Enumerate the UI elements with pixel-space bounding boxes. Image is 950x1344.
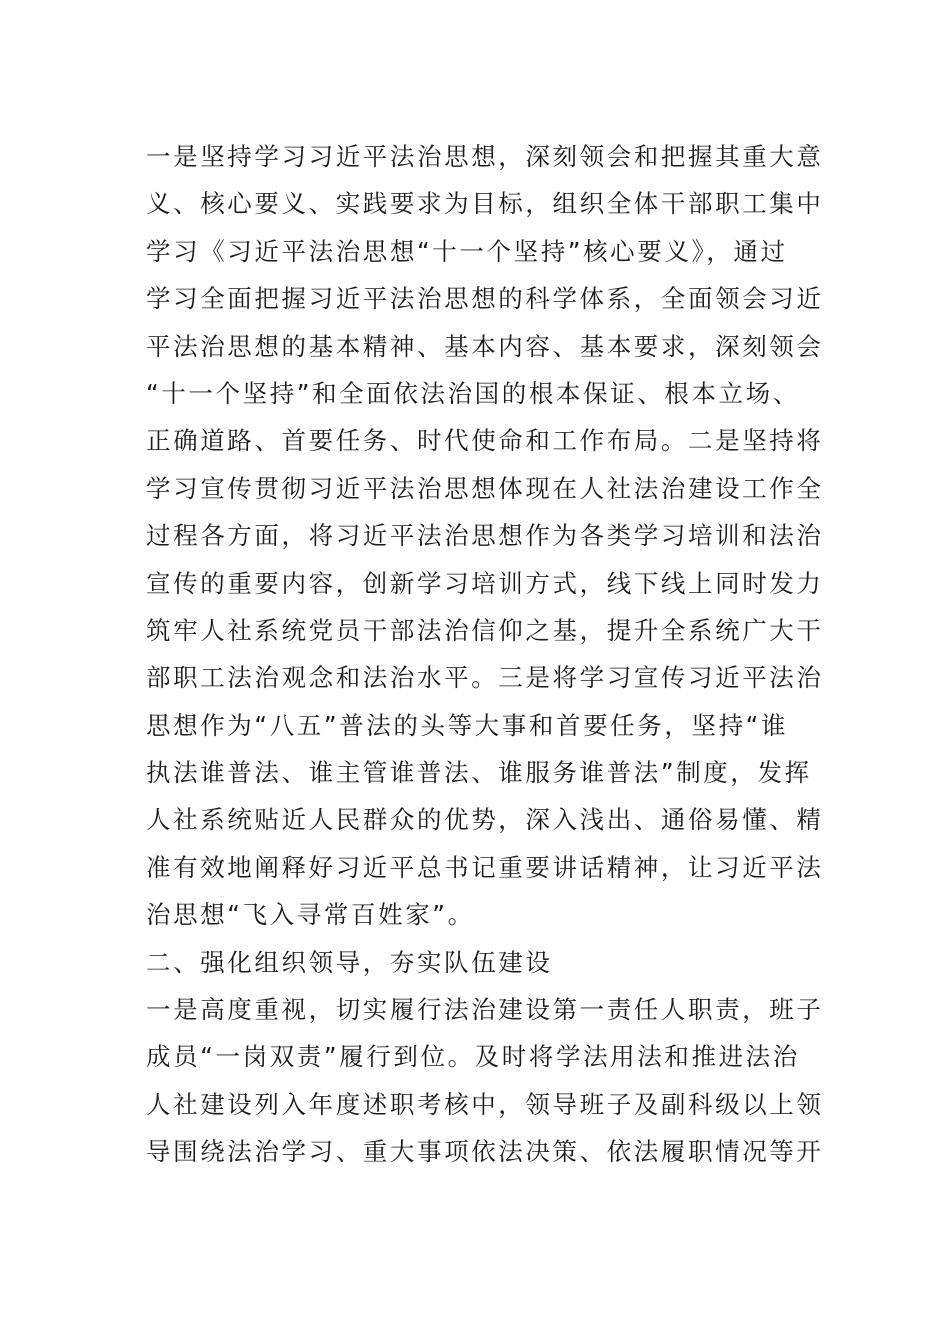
paragraph-line: 正确道路、首要任务、时代使命和工作布局。二是坚持将 [146,426,824,456]
paragraph-line: 准有效地阐释好习近平总书记重要讲话精神，让习近平法 [146,852,824,882]
paragraph-line: 一是高度重视，切实履行法治建设第一责任人职责，班子 [146,995,824,1025]
paragraph-line: 执法谁普法、谁主管谁普法、谁服务谁普法”制度，发挥 [146,758,812,788]
paragraph-line: 人社系统贴近人民群众的优势，深入浅出、通俗易懂、精 [146,805,824,835]
paragraph-line: 宣传的重要内容，创新学习培训方式，线下线上同时发力 [146,568,824,598]
paragraph-line: 思想作为“八五”普法的头等大事和首要任务，坚持“谁 [146,710,789,740]
paragraph-line: 治思想“飞入寻常百姓家”。 [146,900,475,930]
paragraph-line: 人社建设列入年度述职考核中，领导班子及副科级以上领 [146,1089,824,1119]
paragraph-line: 学习《习近平法治思想“十一个坚持”核心要义》，通过 [146,236,788,266]
paragraph-line: 筑牢人社系统党员干部法治信仰之基，提升全系统广大干 [146,615,824,645]
paragraph-line: 过程各方面，将习近平法治思想作为各类学习培训和法治 [146,521,824,551]
section-heading: 二、强化组织领导，夯实队伍建设 [146,947,553,977]
paragraph-line: 学习全面把握习近平法治思想的科学体系，全面领会习近 [146,284,824,314]
paragraph-line: “十一个坚持”和全面依法治国的根本保证、根本立场、 [146,378,800,408]
paragraph-line: 平法治思想的基本精神、基本内容、基本要求，深刻领会 [146,331,824,361]
paragraph-line: 学习宣传贯彻习近平法治思想体现在人社法治建设工作全 [146,473,824,503]
paragraph-line: 导围绕法治学习、重大事项依法决策、依法履职情况等开 [146,1137,824,1167]
paragraph-line: 部职工法治观念和法治水平。三是将学习宣传习近平法治 [146,663,824,693]
document-body [146,133,824,1176]
paragraph-line: 一是坚持学习习近平法治思想，深刻领会和把握其重大意 [146,142,824,171]
paragraph-line: 成员“一岗双责”履行到位。及时将学法用法和推进法治 [146,1042,800,1072]
paragraph-line: 义、核心要义、实践要求为目标，组织全体干部职工集中 [146,189,824,219]
